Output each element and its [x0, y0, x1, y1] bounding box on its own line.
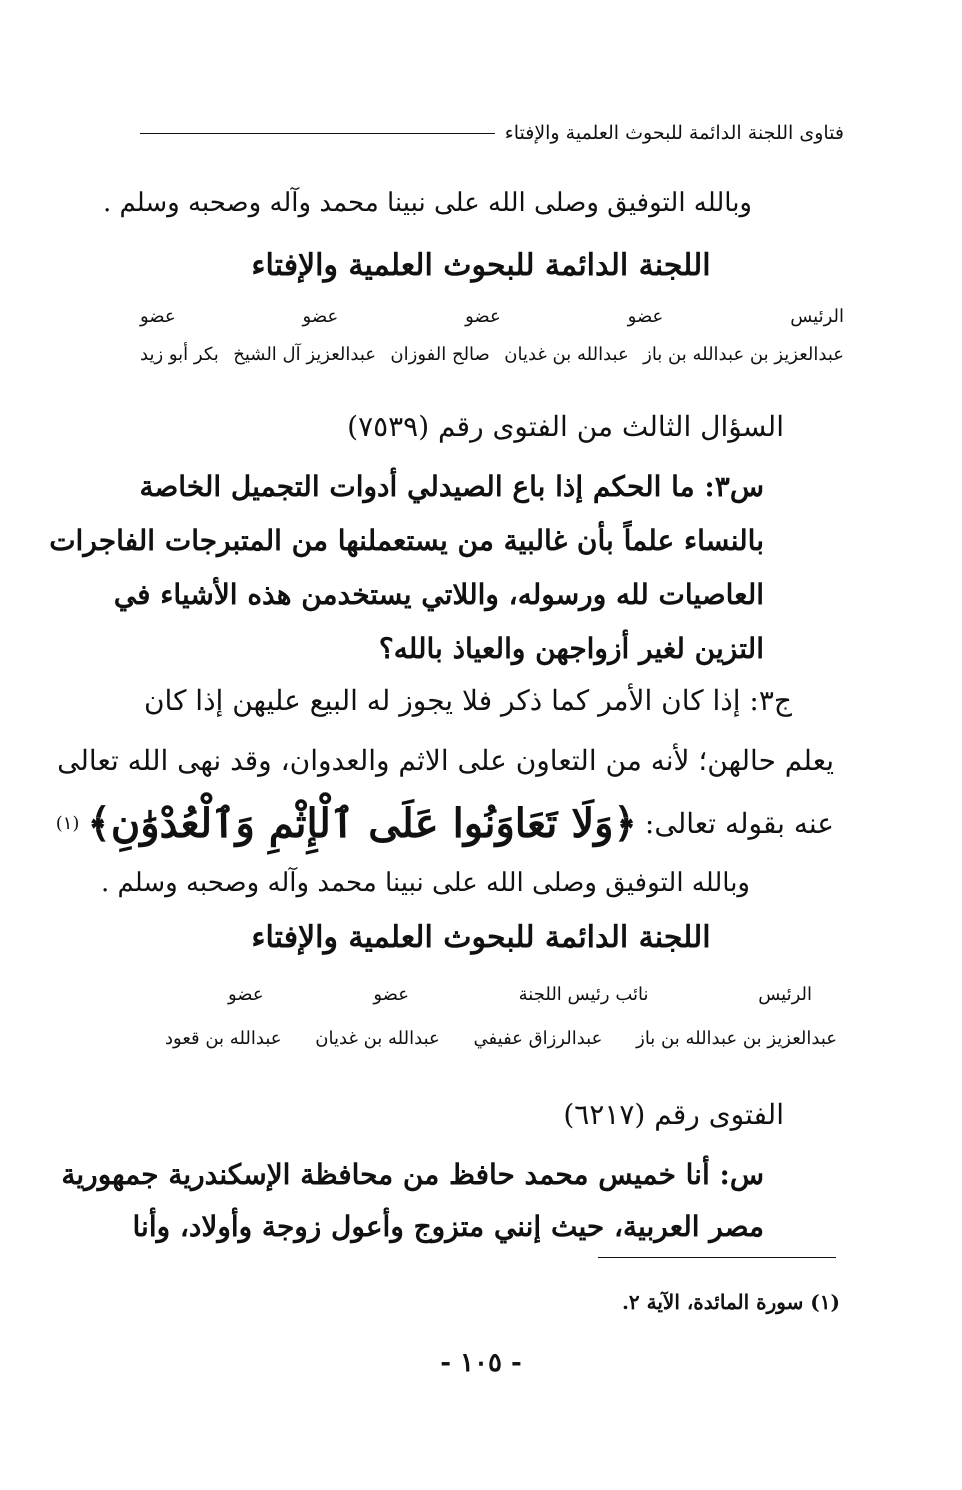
signatory-names-2 [165, 1028, 837, 1049]
signatory-title: عضو [627, 306, 664, 327]
answer-line: يعلم حالهن؛ لأنه من التعاون على الاثم والعدوان، وقد نهى الله تعالى [57, 744, 834, 777]
question-line: العاصيات لله ورسوله، واللاتي يستخدمن هذه الأشياء في [113, 578, 764, 611]
signatory-name: صالح الفوزان [390, 344, 490, 365]
footnote-rule [598, 1257, 836, 1258]
fatwa-heading-7539: السؤال الثالث من الفتوى رقم (٧٥٣٩) [347, 410, 784, 443]
signatory-name: بكر أبو زيد [140, 344, 219, 365]
header-rule [140, 133, 495, 134]
signatory-name: عبدالله بن غديان [504, 344, 629, 365]
committee-title-1: اللجنة الدائمة للبحوث العلمية والإفتاء [251, 248, 711, 283]
signatory-title: الرئيس [790, 306, 844, 327]
signatory-title: عضو [140, 306, 176, 327]
question-line: التزين لغير أزواجهن والعياذ بالله؟ [378, 632, 764, 665]
running-header [140, 118, 844, 148]
answer-line: ج٣: إذا كان الأمر كما ذكر فلا يجوز له البيع عليهن إذا كان [143, 684, 792, 717]
signatory-name: عبدالعزيز بن عبدالله بن باز [636, 1028, 837, 1049]
fatwa-heading-6217: الفتوى رقم (٦٢١٧) [563, 1098, 784, 1131]
answer-prefix: عنه بقوله تعالى: [644, 807, 834, 840]
signatory-titles-2 [228, 984, 812, 1005]
question-line: مصر العربية، حيث إنني متزوج وأعول زوجة وأولاد، وأنا [132, 1210, 764, 1243]
running-title: فتاوى اللجنة الدائمة للبحوث العلمية والإفتاء [504, 122, 844, 144]
signatory-title: نائب رئيس اللجنة [518, 984, 649, 1005]
closing-line-2: وبالله التوفيق وصلى الله على نبينا محمد وآله وصحبه وسلم . [100, 868, 750, 898]
signatory-name: عبدالله بن قعود [165, 1028, 282, 1049]
signatory-name: عبدالعزيز بن عبدالله بن باز [643, 344, 844, 365]
footnote-marker: (١) [55, 813, 80, 834]
signatory-title: عضو [373, 984, 409, 1005]
closing-line-1: وبالله التوفيق وصلى الله على نبينا محمد وآله وصحبه وسلم . [102, 188, 752, 218]
committee-title-2: اللجنة الدائمة للبحوث العلمية والإفتاء [251, 920, 711, 955]
question-line: س٣: ما الحكم إذا باع الصيدلي أدوات التجميل الخاصة [139, 470, 764, 503]
answer-quran-line [56, 800, 834, 847]
signatory-titles-1 [140, 306, 844, 327]
question-line: بالنساء علماً بأن غالبية من يستعملنها من المتبرجات الفاجرات [49, 524, 764, 557]
page-number: - ١٠٥ - [440, 1348, 522, 1378]
signatory-names-1 [140, 344, 844, 365]
signatory-name: عبدالرزاق عفيفي [473, 1028, 603, 1049]
signatory-name: عبدالله بن غديان [315, 1028, 440, 1049]
footnote: (١) سورة المائدة، الآية ٢. [621, 1290, 840, 1314]
signatory-title: الرئيس [758, 984, 812, 1005]
signatory-title: عضو [228, 984, 264, 1005]
question-line: س: أنا خميس محمد حافظ من محافظة الإسكندرية جمهورية [61, 1158, 764, 1191]
signatory-name: عبدالعزيز آل الشيخ [233, 344, 376, 365]
signatory-title: عضو [302, 306, 339, 327]
quran-verse: ﴿وَلَا تَعَاوَنُوا عَلَى ٱلْإِثْمِ وَٱلْعُدْوَٰنِ﴾ [87, 800, 637, 847]
signatory-title: عضو [465, 306, 501, 327]
